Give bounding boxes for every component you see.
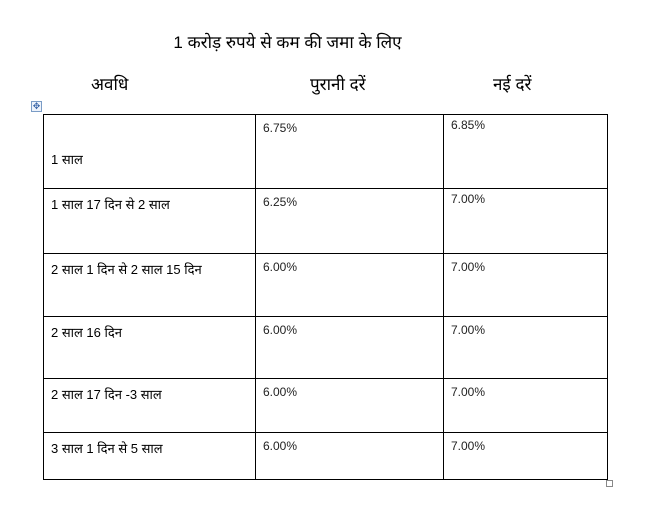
table-row	[44, 317, 608, 379]
table-row	[44, 115, 608, 189]
period-cell[interactable]: 2 साल 17 दिन -3 साल	[44, 379, 256, 433]
table-move-handle-icon[interactable]: ✥	[32, 101, 41, 111]
header-period: अवधि	[91, 75, 129, 94]
period-cell[interactable]: 2 साल 1 दिन से 2 साल 15 दिन	[44, 254, 256, 317]
new-rate-cell[interactable]: 6.85%	[444, 115, 608, 189]
old-rate-cell[interactable]: 6.00%	[256, 433, 444, 480]
period-cell[interactable]: 1 साल 17 दिन से 2 साल	[44, 189, 256, 254]
header-old-rates: पुरानी दरें	[310, 75, 366, 94]
period-cell[interactable]: 1 साल	[44, 115, 256, 189]
rates-table	[43, 114, 608, 480]
old-rate-cell[interactable]: 6.75%	[256, 115, 444, 189]
new-rate-cell[interactable]: 7.00%	[444, 317, 608, 379]
new-rate-cell[interactable]: 7.00%	[444, 433, 608, 480]
table-row	[44, 189, 608, 254]
old-rate-cell[interactable]: 6.25%	[256, 189, 444, 254]
period-cell[interactable]: 2 साल 16 दिन	[44, 317, 256, 379]
new-rate-cell[interactable]: 7.00%	[444, 189, 608, 254]
old-rate-cell[interactable]: 6.00%	[256, 317, 444, 379]
new-rate-cell[interactable]: 7.00%	[444, 379, 608, 433]
table-row	[44, 433, 608, 480]
old-rate-cell[interactable]: 6.00%	[256, 379, 444, 433]
table-resize-handle-icon[interactable]	[606, 480, 613, 487]
header-new-rates: नई दरें	[493, 75, 532, 94]
table-row	[44, 254, 608, 317]
period-cell[interactable]: 3 साल 1 दिन से 5 साल	[44, 433, 256, 480]
old-rate-cell[interactable]: 6.00%	[256, 254, 444, 317]
table-row	[44, 379, 608, 433]
new-rate-cell[interactable]: 7.00%	[444, 254, 608, 317]
document-title: 1 करोड़ रुपये से कम की जमा के लिए	[173, 33, 402, 52]
